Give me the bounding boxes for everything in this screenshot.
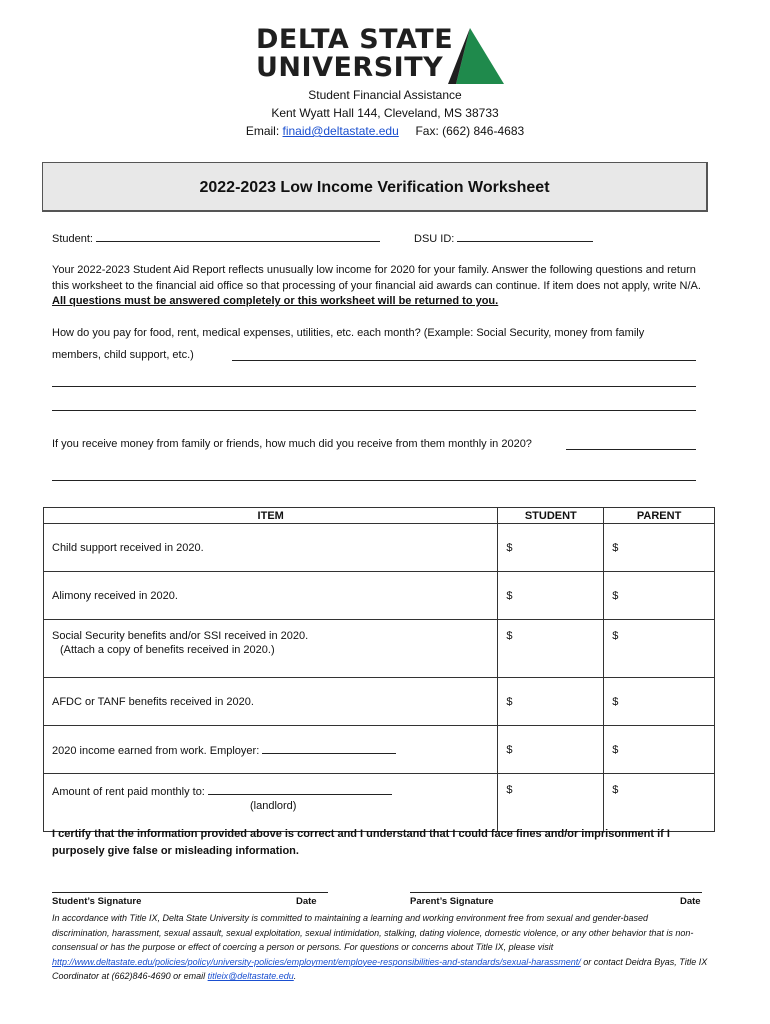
page-title: 2022-2023 Low Income Verification Worksheet <box>199 179 550 196</box>
office-name: Student Financial Assistance <box>308 88 462 102</box>
answer-2-blank[interactable] <box>566 449 696 450</box>
dollar-sign: $ <box>506 695 513 708</box>
student-date-label: Date <box>296 896 317 907</box>
item-cell <box>44 620 498 678</box>
answer-1-line-b[interactable] <box>52 386 696 387</box>
logo-line1: DELTA STATE <box>256 24 454 55</box>
parent-date-label: Date <box>680 896 701 907</box>
student-amount-cell[interactable] <box>498 726 604 774</box>
dollar-sign: $ <box>612 784 619 796</box>
parent-signature-line[interactable] <box>410 892 702 893</box>
table-row <box>44 678 715 726</box>
student-signature-label: Student’s Signature <box>52 896 142 907</box>
dsu-id-field[interactable] <box>414 231 593 248</box>
item-sublabel: (Attach a copy of benefits received in 2020.) <box>60 644 275 656</box>
title-box <box>42 162 708 212</box>
parent-amount-cell[interactable] <box>604 620 715 678</box>
student-amount-cell[interactable] <box>498 774 604 832</box>
table-row <box>44 572 715 620</box>
student-amount-cell[interactable] <box>498 678 604 726</box>
employer-blank[interactable] <box>262 743 396 754</box>
parent-amount-cell[interactable] <box>604 572 715 620</box>
table-row <box>44 524 715 572</box>
dollar-sign: $ <box>506 541 513 554</box>
dollar-sign: $ <box>506 630 513 642</box>
logo-line2: UNIVERSITY <box>256 52 444 83</box>
dollar-sign: $ <box>506 743 513 756</box>
dollar-sign: $ <box>612 541 619 554</box>
item-label: AFDC or TANF benefits received in 2020. <box>52 695 254 708</box>
email-label: Email: <box>245 124 280 138</box>
intro-paragraph <box>52 263 702 310</box>
dollar-sign: $ <box>612 630 619 642</box>
dsu-id-label: DSU ID: <box>414 233 455 245</box>
item-cell <box>44 726 498 774</box>
office-address: Kent Wyatt Hall 144, Cleveland, MS 38733 <box>271 106 499 120</box>
email-link[interactable]: finaid@deltastate.edu <box>282 124 399 138</box>
intro-text: Your 2022-2023 Student Aid Report reflects unusually low income for 2020 for your family. Answer the following questions and return this worksheet to the financial aid office so that processing of your financial aid awards can continue. If item does not apply, write N/A. <box>52 264 701 292</box>
parent-amount-cell[interactable] <box>604 726 715 774</box>
item-cell <box>44 678 498 726</box>
parent-amount-cell[interactable] <box>604 524 715 572</box>
header-parent: PARENT <box>604 508 715 524</box>
student-name-blank[interactable] <box>96 231 380 242</box>
question-1-line2: members, child support, etc.) <box>52 349 194 361</box>
student-amount-cell[interactable] <box>498 572 604 620</box>
university-logo <box>256 26 506 86</box>
delta-triangle-icon <box>448 28 504 84</box>
item-label: Amount of rent paid monthly to: <box>52 786 205 798</box>
student-field[interactable] <box>52 231 380 248</box>
title-ix-email-link[interactable]: titleix@deltastate.edu <box>207 971 294 981</box>
question-2: If you receive money from family or friends, how much did you receive from them monthly in 2020? <box>52 438 532 450</box>
student-label: Student: <box>52 233 93 245</box>
dollar-sign: $ <box>612 695 619 708</box>
dollar-sign: $ <box>506 589 513 602</box>
dsu-id-blank[interactable] <box>457 231 593 242</box>
title-ix-policy-link[interactable]: http://www.deltastate.edu/policies/policy/university-policies/employment/employee-responsibilities-and-standards/sexual-harassment/ <box>52 956 581 967</box>
contact-line <box>0 124 770 138</box>
notice-end: . <box>293 971 297 981</box>
item-label: Child support received in 2020. <box>52 541 204 554</box>
notice-text: In accordance with Title IX, Delta State University is committed to maintaining a learning and working environment free from sexual and gender-based discrimination, harassment, sexual assault, sexual exploitation, sexual intimidation, stalking, dating violence, domestic violence, or any other behavior that is non-consensual or has the purpose or effect of coercing a person or persons. For questions or concerns about Title IX, please visit <box>52 913 694 952</box>
parent-amount-cell[interactable] <box>604 678 715 726</box>
answer-2-line[interactable] <box>52 480 696 481</box>
title-ix-notice <box>52 911 708 984</box>
intro-emphasis: All questions must be answered completely or this worksheet will be returned to you. <box>52 295 499 307</box>
item-cell <box>44 774 498 832</box>
income-items-table <box>43 507 715 832</box>
item-cell <box>44 572 498 620</box>
notice-contact-text: or contact Deidra Byas, Title IX Coordinator at (662)846-4690 or email <box>52 956 708 981</box>
header-item: ITEM <box>44 508 498 524</box>
certification-statement: I certify that the information provided above is correct and I understand that I could face fines and/or imprisonment if I purposely give false or misleading information. <box>52 828 670 857</box>
student-signature-line[interactable] <box>52 892 328 893</box>
item-label: Social Security benefits and/or SSI received in 2020. <box>52 630 309 642</box>
parent-signature-label: Parent’s Signature <box>410 896 494 907</box>
parent-amount-cell[interactable] <box>604 774 715 832</box>
table-row <box>44 726 715 774</box>
header-student: STUDENT <box>498 508 604 524</box>
landlord-blank[interactable] <box>208 784 392 795</box>
dollar-sign: $ <box>612 743 619 756</box>
question-1-line1: How do you pay for food, rent, medical expenses, utilities, etc. each month? (Example: Social Security, money from family <box>52 327 645 339</box>
answer-1-line-a[interactable] <box>232 360 696 361</box>
dollar-sign: $ <box>506 784 513 796</box>
table-row <box>44 774 715 832</box>
fax: Fax: (662) 846-4683 <box>415 124 525 138</box>
student-amount-cell[interactable] <box>498 620 604 678</box>
table-row <box>44 620 715 678</box>
item-cell <box>44 524 498 572</box>
dollar-sign: $ <box>612 589 619 602</box>
item-label: Alimony received in 2020. <box>52 589 178 602</box>
answer-1-line-c[interactable] <box>52 410 696 411</box>
item-sublabel: (landlord) <box>250 800 297 812</box>
item-label: 2020 income earned from work. Employer: <box>52 744 260 757</box>
student-amount-cell[interactable] <box>498 524 604 572</box>
